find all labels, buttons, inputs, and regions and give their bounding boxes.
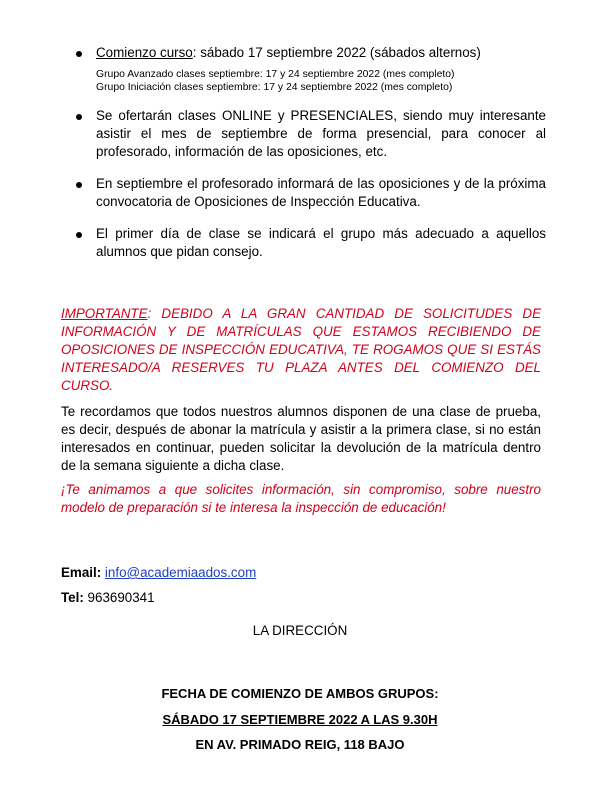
important-label: IMPORTANTE (61, 306, 148, 321)
encourage-paragraph: ¡Te animamos a que solicites información, sin compromiso, sobre nuestro modelo de preparación si te interesa la inspección de educación! (61, 482, 541, 515)
email-label: Email: (61, 565, 102, 580)
trial-class-paragraph: Te recordamos que todos nuestros alumnos disponen de una clase de prueba, es decir, después de abonar la matrícula y asistir a la primera clase, si no están interesados en continuar, pueden solicitar la devolución de la matrícula dentro de la semana siguiente a dicha clase. (61, 404, 541, 473)
important-notice (61, 305, 541, 395)
phone-line (61, 590, 155, 605)
phone-number: 963690341 (87, 590, 155, 605)
important-text: : DEBIDO A LA GRAN CANTIDAD DE SOLICITUDES DE INFORMACIÓN Y DE MATRÍCULAS QUE ESTAMOS RECIBIENDO DE OPOSICIONES DE INSPECCIÓN EDUCATIVA, TE ROGAMOS QUE SI ESTÁS INTERESADO/A RESERVES TU PLAZA ANTES DEL COMIENZO DEL CURSO. (61, 306, 541, 393)
class-modes-text: Se ofertarán clases ONLINE y PRESENCIALES, siendo muy interesante asistir el mes de septiembre de forma presencial, para conocer al profesorado, información de las oposiciones, etc. (96, 108, 546, 159)
footer-line-1: FECHA DE COMIENZO DE AMBOS GRUPOS: (161, 686, 439, 701)
first-day-text: El primer día de clase se indicará el grupo más adecuado a aquellos alumnos que pidan consejo. (96, 226, 546, 259)
bullet-dot (76, 51, 82, 57)
footer-line-3: EN AV. PRIMADO REIG, 118 BAJO (195, 737, 405, 752)
advanced-group-dates: Grupo Avanzado clases septiembre: 17 y 24 septiembre 2022 (mes completo) (96, 69, 455, 80)
email-link[interactable]: info@academiaados.com (104, 565, 257, 580)
bullet-dot (76, 114, 82, 120)
bullet-dot (76, 182, 82, 188)
phone-label: Tel: (61, 590, 84, 605)
email-line (61, 565, 256, 580)
start-date-text: : sábado 17 septiembre 2022 (sábados alternos) (192, 45, 481, 60)
start-date-heading: Comienzo curso (96, 45, 193, 60)
signature: LA DIRECCIÓN (252, 623, 348, 638)
beginner-group-dates: Grupo Iniciación clases septiembre: 17 y 24 septiembre 2022 (mes completo) (96, 82, 453, 93)
bullet-dot (76, 232, 82, 238)
footer-line-2: SÁBADO 17 SEPTIEMBRE 2022 A LAS 9.30H (162, 712, 438, 727)
faculty-info-text: En septiembre el profesorado informará de las oposiciones y de la próxima convocatoria de Oposiciones de Inspección Educativa. (96, 176, 546, 209)
